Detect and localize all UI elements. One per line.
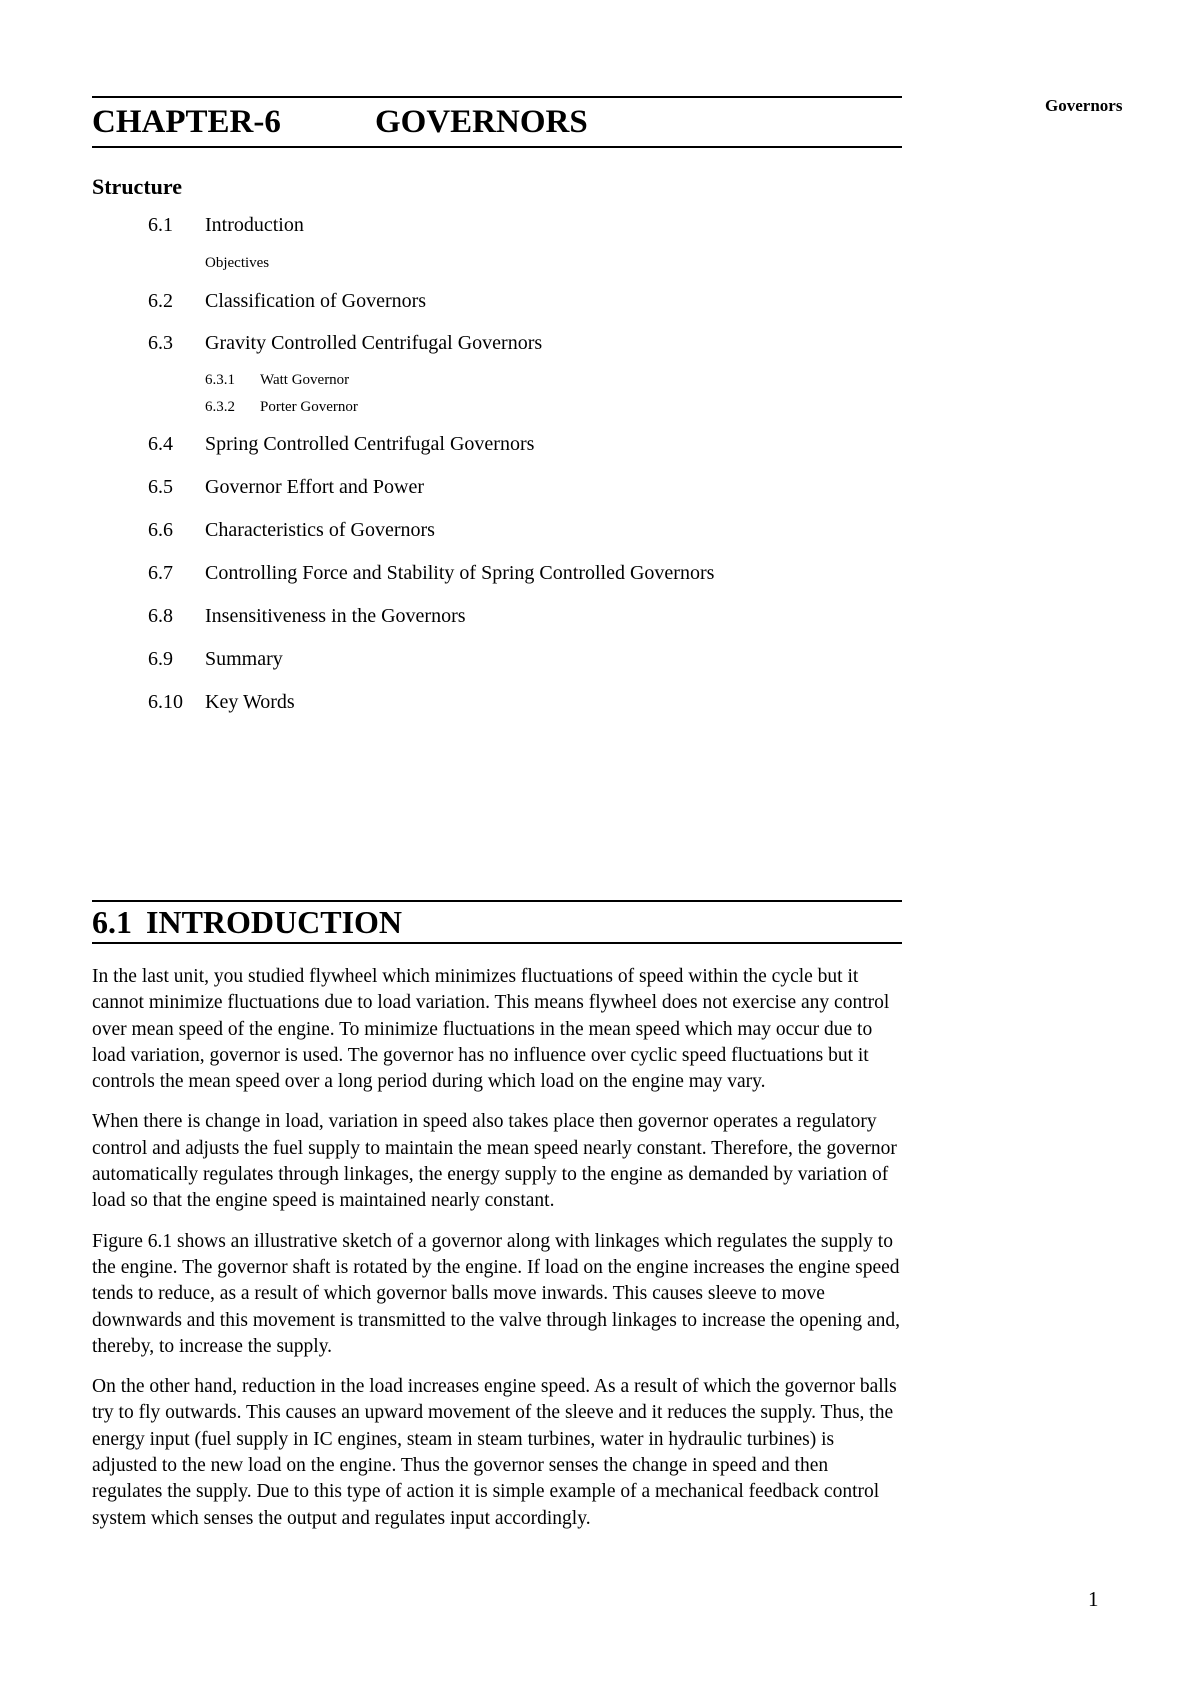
toc-item[interactable] [148,560,902,586]
toc-item[interactable] [148,517,902,543]
toc-item-title: Introduction [205,214,304,236]
toc-item-title: Gravity Controlled Centrifugal Governors [205,332,543,354]
toc-item-number: 6.10 [148,691,183,713]
toc-item-title: Controlling Force and Stability of Spring Controlled Governors [205,562,715,584]
chapter-opening [92,96,902,715]
section-title: INTRODUCTION [146,903,403,940]
toc-subitem-number: 6.3.1 [205,372,235,388]
chapter-number: CHAPTER-6 [92,103,281,140]
section-bottom-rule [92,942,902,944]
toc-item[interactable] [148,689,902,715]
toc-item-title: Key Words [205,691,295,713]
section-heading [92,902,902,942]
toc-subitem[interactable] [205,393,902,421]
toc-item-title: Governor Effort and Power [205,476,425,498]
section-body [92,964,902,1532]
page-number: 1 [1088,1587,1099,1611]
toc-item-title: Spring Controlled Centrifugal Governors [205,433,535,455]
toc-item[interactable] [148,212,902,238]
running-head: Governors [1045,96,1123,115]
body-paragraph: In the last unit, you studied flywheel which minimizes fluctuations of speed within the cycle but it cannot minimize fluctuations due to load variation. This means flywheel does not exercise any control over mean speed of the engine. To minimize fluctuations in the mean speed which may occur due to load variation, governor is used. The governor has no influence over cyclic speed fluctuations but it controls the mean speed over a long period during which load on the engine may vary. [92,966,890,1093]
toc-subitem-objectives[interactable]: Objectives [205,255,270,271]
toc-item-number: 6.1 [148,214,173,236]
toc-item-number: 6.4 [148,433,173,455]
toc-item[interactable] [148,330,902,356]
introduction-section [92,900,902,1546]
chapter-heading [92,98,902,146]
toc-item-title: Characteristics of Governors [205,519,435,541]
table-of-contents [148,212,902,715]
toc-item[interactable] [148,288,902,314]
toc-item-title: Classification of Governors [205,290,427,312]
section-number: 6.1 [92,903,132,940]
body-paragraph: Figure 6.1 shows an illustrative sketch of a governor along with linkages which regulates the supply to the engine. The governor shaft is rotated by the engine. If load on the engine increases the engine speed tends to reduce, as a result of which governor balls move inwards. This causes sleeve to move downwards and this movement is transmitted to the valve through linkages to increase the opening and, thereby, to increase the supply. [92,1230,900,1357]
toc-item-title: Summary [205,648,283,670]
toc-item[interactable] [148,646,902,672]
toc-item[interactable] [148,431,902,457]
structure-label: Structure [92,174,183,199]
toc-item-number: 6.3 [148,332,173,354]
toc-item[interactable] [148,603,902,629]
body-paragraph: When there is change in load, variation in speed also takes place then governor operates a regulatory control and adjusts the fuel supply to maintain the mean speed nearly constant. Therefore, the governor automatically regulates through linkages, the energy supply to the engine as demanded by variation of load so that the engine speed is maintained nearly constant. [92,1111,897,1212]
toc-subitem[interactable] [205,366,902,394]
toc-item-number: 6.8 [148,605,173,627]
toc-item[interactable] [148,474,902,500]
toc-item-number: 6.5 [148,476,173,498]
toc-item-number: 6.7 [148,562,173,584]
toc-subitem-title: Porter Governor [260,399,358,415]
toc-subitem-number: 6.3.2 [205,399,235,415]
toc-subitem-title: Watt Governor [260,372,350,388]
chapter-bottom-rule [92,146,902,148]
chapter-title: GOVERNORS [375,103,588,140]
toc-item-title: Insensitiveness in the Governors [205,605,466,627]
toc-item-number: 6.2 [148,290,173,312]
body-paragraph: On the other hand, reduction in the load increases engine speed. As a result of which the governor balls try to fly outwards. This causes an upward movement of the sleeve and it reduces the supply. Thus, the energy input (fuel supply in IC engines, steam in steam turbines, water in hydraulic turbines) is adjusted to the new load on the engine. Thus the governor senses the change in speed and then regulates the supply. Due to this type of action it is simple example of a mechanical feedback control system which senses the output and regulates input accordingly. [92,1376,897,1529]
toc-item-number: 6.9 [148,648,173,670]
toc-item-number: 6.6 [148,519,173,541]
